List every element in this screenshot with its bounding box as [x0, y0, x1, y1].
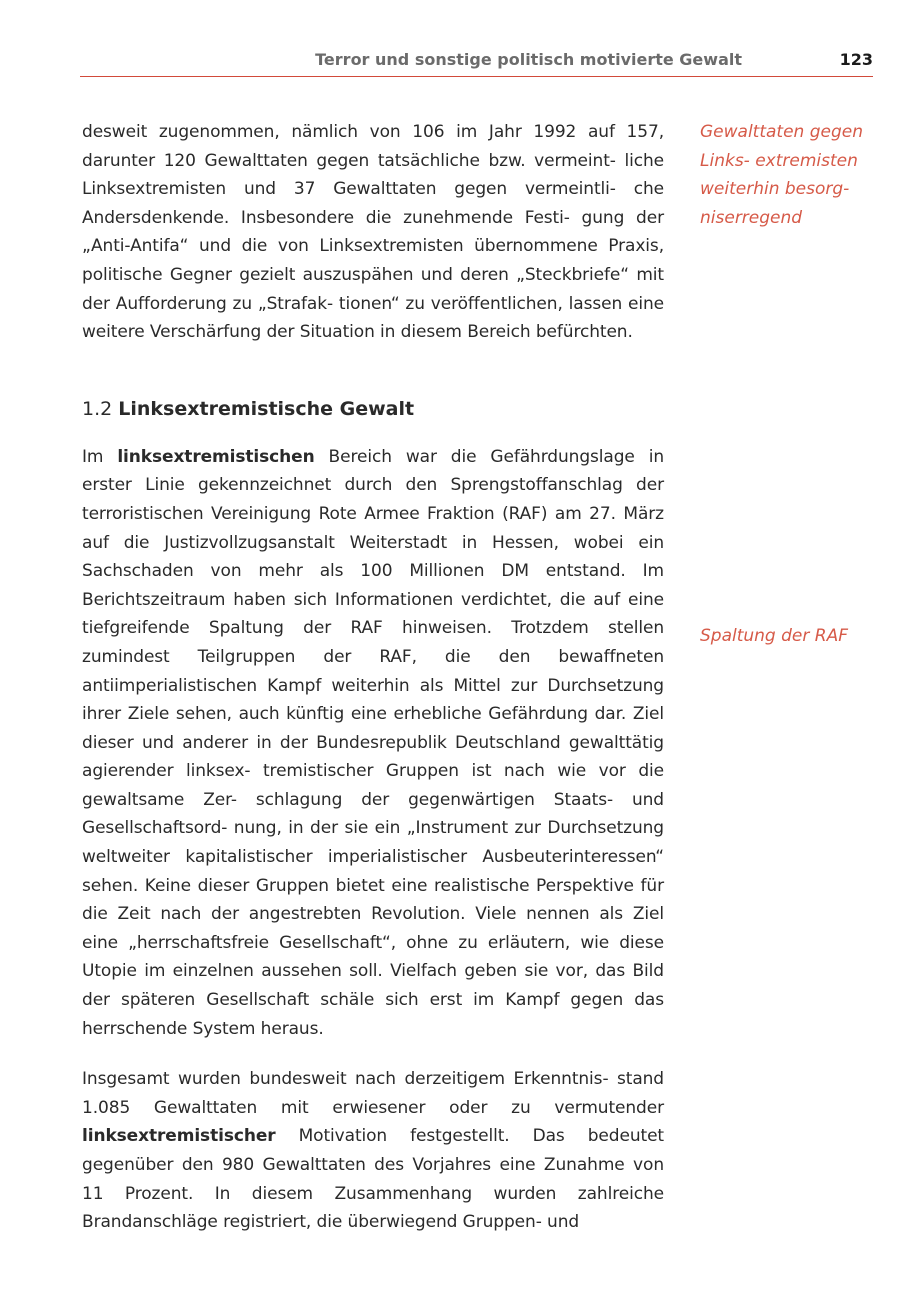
paragraph-1: desweit zugenommen, nämlich von 106 im Jahr 1992 auf 157, darunter 120 Gewalttaten gegen tatsächliche bzw. vermeint- liche Linksextremisten und 37 Gewalttaten gegen vermeintli- che Andersdenkende. Insbesondere die zunehmende Festi- gung der „Anti-Antifa“ und die von Linksextremisten übernommene Praxis, politische Gegner gezielt auszuspähen und deren „Steckbriefe“ mit der Aufforderung zu „Strafak- tionen“ zu veröffentlichen, lassen eine weitere Verschärfung der Situation in diesem Bereich befürchten. [82, 122, 664, 343]
paragraph-3-body: Motivation festgestellt. Das bedeutet gegenüber den 980 Gewalttaten des Vorjahres eine Zunahme von 11 Prozent. In diesem Zusammenhang wurden zahlreiche Brandanschläge registriert, die überwiegend Gruppen- und [82, 1126, 665, 1233]
section-number: 1.2 [82, 397, 113, 420]
paragraph-2-keyword: linksextremistischen [117, 446, 315, 467]
paragraph-2 [82, 443, 664, 1043]
paragraph-3-keyword: linksextremistischer [82, 1126, 276, 1147]
paragraph-2-body: Bereich war die Gefährdungslage in erster Linie gekennzeichnet durch den Sprengstoffanschlag der terroristischen Vereinigung Rote Armee Fraktion (RAF) am 27. März auf die Justizvollzugsanstalt Weiterstadt in Hessen, wobei ein Sachschaden von mehr als 100 Millionen DM entstand. Im Berichtszeitraum haben sich Informationen verdichtet, die auf eine tiefgreifende Spaltung der RAF hinweisen. Trotzdem stellen zumindest Teilgruppen der RAF, die den bewaffneten antiimperialistischen Kampf weiterhin als Mittel zur Durchsetzung ihrer Ziele sehen, auch künftig eine erhebliche Gefährdung dar. Ziel dieser und anderer in der Bundesrepublik Deutschland gewalttätig agierender linksex- tremistischer Gruppen ist nach wie vor die gewaltsame Zer- schlagung der gegenwärtigen Staats- und Gesellschaftsord- nung, in der sie ein „Instrument zur Durchsetzung weltweiter kapitalistischer imperialistischer Ausbeuterinteressen“ sehen. Keine dieser Gruppen bietet eine realistische Perspektive für die Zeit nach der angestrebten Revolution. Viele nennen als Ziel eine „herrschaftsfreie Gesellschaft“, ohne zu erläutern, wie diese Utopie im einzelnen aussehen soll. Vielfach geben sie vor, das Bild der späteren Gesellschaft schäle sich erst im Kampf gegen das herrschende System heraus. [82, 446, 665, 1039]
paragraph-3-intro: Insgesamt wurden bundesweit nach derzeitigem Erkenntnis- stand 1.085 Gewalttaten mit erwiesener oder zu vermutender [82, 1069, 664, 1118]
running-header [80, 48, 873, 77]
main-text-column [82, 118, 664, 1237]
page-number: 123 [839, 50, 873, 69]
paragraph-3 [82, 1065, 664, 1237]
margin-note-raf-split: Spaltung der RAF [700, 626, 848, 646]
section-title: Linksextremistische Gewalt [118, 397, 415, 420]
running-header-title: Terror und sonstige politisch motivierte Gewalt [315, 50, 742, 69]
paragraph-2-intro: Im [82, 446, 104, 467]
margin-note-violence-against-left-extremists: Gewalttaten gegen Links- extremisten weiterhin besorg- niserregend [700, 122, 864, 228]
section-heading [82, 395, 664, 423]
